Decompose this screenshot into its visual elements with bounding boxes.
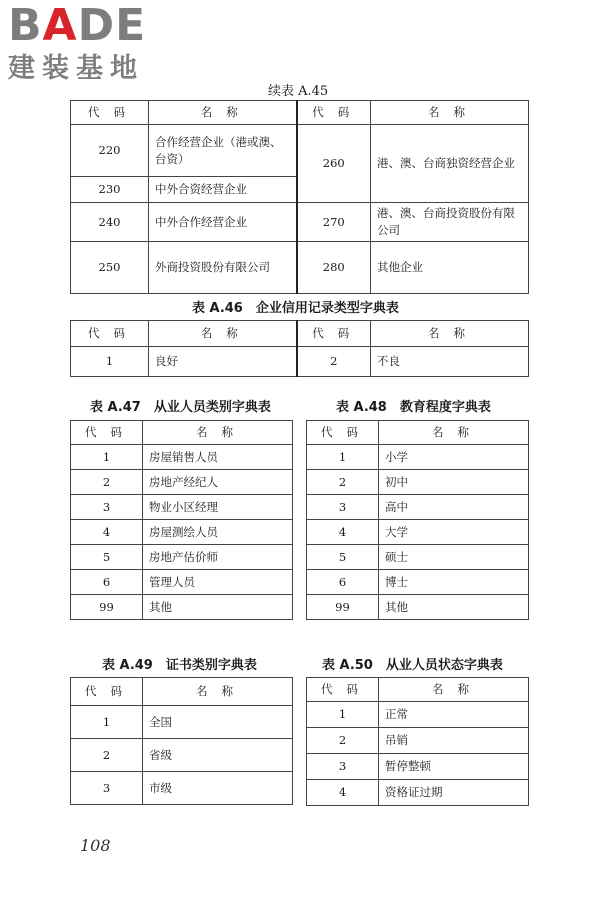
table-row xyxy=(71,739,293,772)
cell-name: 省级 xyxy=(143,739,293,772)
table-row xyxy=(307,595,529,620)
header-code: 代码 xyxy=(71,101,149,125)
cell-name: 良好 xyxy=(149,347,297,377)
header-name: 名称 xyxy=(149,321,297,347)
table-row xyxy=(71,545,293,570)
cell-name: 其他 xyxy=(143,595,293,620)
cell-name: 硕士 xyxy=(379,545,529,570)
cell-name: 不良 xyxy=(371,347,529,377)
table-row xyxy=(307,545,529,570)
table-row xyxy=(71,203,529,242)
table-row xyxy=(71,242,529,294)
table-a48 xyxy=(306,420,529,620)
cell-code: 99 xyxy=(307,595,379,620)
table-row xyxy=(71,470,293,495)
cell-name: 正常 xyxy=(379,702,529,728)
cell-code: 3 xyxy=(71,772,143,805)
table-row xyxy=(71,347,529,377)
header-name: 名称 xyxy=(149,101,297,125)
cell-code: 220 xyxy=(71,125,149,177)
cell-name: 房地产估价师 xyxy=(143,545,293,570)
header-name: 名称 xyxy=(371,101,529,125)
cell-name: 港、澳、台商独资经营企业 xyxy=(371,125,529,203)
table-a46-caption: 表 A.46 企业信用记录类型字典表 xyxy=(192,301,399,316)
header-code: 代码 xyxy=(307,678,379,702)
cell-name: 吊销 xyxy=(379,728,529,754)
table-row xyxy=(307,495,529,520)
logo-wordmark: BADE xyxy=(8,0,147,51)
table-a47-caption: 表 A.47 从业人员类别字典表 xyxy=(90,400,271,415)
table-row xyxy=(307,520,529,545)
cell-code: 4 xyxy=(307,780,379,806)
cell-name: 初中 xyxy=(379,470,529,495)
header-name: 名称 xyxy=(143,421,293,445)
cell-name: 其他 xyxy=(379,595,529,620)
cell-name: 市级 xyxy=(143,772,293,805)
table-row xyxy=(71,595,293,620)
cell-name: 博士 xyxy=(379,570,529,595)
cell-name: 物业小区经理 xyxy=(143,495,293,520)
header-name: 名称 xyxy=(143,678,293,706)
cell-code: 1 xyxy=(307,702,379,728)
table-a47 xyxy=(70,420,293,620)
cell-code: 3 xyxy=(307,754,379,780)
cell-name: 港、澳、台商投资股份有限公司 xyxy=(371,203,529,242)
cell-name: 管理人员 xyxy=(143,570,293,595)
cell-name: 其他企业 xyxy=(371,242,529,294)
header-code: 代码 xyxy=(71,421,143,445)
header-code: 代码 xyxy=(71,678,143,706)
table-row xyxy=(71,772,293,805)
table-row xyxy=(71,570,293,595)
cell-code: 2 xyxy=(71,739,143,772)
table-row xyxy=(307,754,529,780)
cell-code: 99 xyxy=(71,595,143,620)
header-name: 名称 xyxy=(379,678,529,702)
table-a49-caption: 表 A.49 证书类别字典表 xyxy=(102,658,257,673)
cell-code: 270 xyxy=(297,203,371,242)
cell-code: 5 xyxy=(71,545,143,570)
table-a48-caption: 表 A.48 教育程度字典表 xyxy=(336,400,491,415)
cell-name: 小学 xyxy=(379,445,529,470)
cell-name: 房地产经纪人 xyxy=(143,470,293,495)
cell-code: 3 xyxy=(71,495,143,520)
table-a45 xyxy=(70,100,529,294)
header-code: 代码 xyxy=(297,321,371,347)
header-name: 名称 xyxy=(371,321,529,347)
table-row xyxy=(71,445,293,470)
cell-code: 2 xyxy=(307,470,379,495)
cell-name: 资格证过期 xyxy=(379,780,529,806)
page-number: 108 xyxy=(80,836,111,855)
table-row xyxy=(307,470,529,495)
table-row xyxy=(71,125,529,177)
cell-code: 240 xyxy=(71,203,149,242)
table-row xyxy=(71,495,293,520)
cell-name: 房屋销售人员 xyxy=(143,445,293,470)
table-a45-caption: 续表 A.45 xyxy=(268,84,329,99)
logo-subtitle: 建装基地 xyxy=(8,53,144,84)
brand-logo xyxy=(8,0,147,84)
cell-name: 合作经营企业（港或澳、台资） xyxy=(149,125,297,177)
cell-code: 230 xyxy=(71,177,149,203)
table-row xyxy=(307,728,529,754)
cell-code: 2 xyxy=(71,470,143,495)
table-row xyxy=(307,702,529,728)
cell-code: 6 xyxy=(307,570,379,595)
cell-name: 大学 xyxy=(379,520,529,545)
cell-code: 250 xyxy=(71,242,149,294)
table-row xyxy=(307,570,529,595)
table-row xyxy=(307,445,529,470)
cell-code: 4 xyxy=(307,520,379,545)
cell-name: 中外合作经营企业 xyxy=(149,203,297,242)
cell-code: 6 xyxy=(71,570,143,595)
header-code: 代码 xyxy=(297,101,371,125)
cell-code: 5 xyxy=(307,545,379,570)
cell-code: 260 xyxy=(297,125,371,203)
cell-code: 280 xyxy=(297,242,371,294)
cell-name: 房屋测绘人员 xyxy=(143,520,293,545)
table-a50-caption: 表 A.50 从业人员状态字典表 xyxy=(322,658,503,673)
cell-name: 暂停整顿 xyxy=(379,754,529,780)
cell-name: 全国 xyxy=(143,706,293,739)
table-row xyxy=(307,780,529,806)
cell-name: 中外合资经营企业 xyxy=(149,177,297,203)
table-a46 xyxy=(70,320,529,377)
cell-name: 外商投资股份有限公司 xyxy=(149,242,297,294)
cell-code: 1 xyxy=(71,706,143,739)
cell-code: 1 xyxy=(307,445,379,470)
header-code: 代码 xyxy=(307,421,379,445)
cell-code: 1 xyxy=(71,445,143,470)
cell-code: 2 xyxy=(297,347,371,377)
header-code: 代码 xyxy=(71,321,149,347)
header-name: 名称 xyxy=(379,421,529,445)
cell-code: 4 xyxy=(71,520,143,545)
table-row xyxy=(71,520,293,545)
table-a49 xyxy=(70,677,293,805)
cell-name: 高中 xyxy=(379,495,529,520)
cell-code: 2 xyxy=(307,728,379,754)
table-row xyxy=(71,706,293,739)
table-a50 xyxy=(306,677,529,806)
cell-code: 3 xyxy=(307,495,379,520)
cell-code: 1 xyxy=(71,347,149,377)
